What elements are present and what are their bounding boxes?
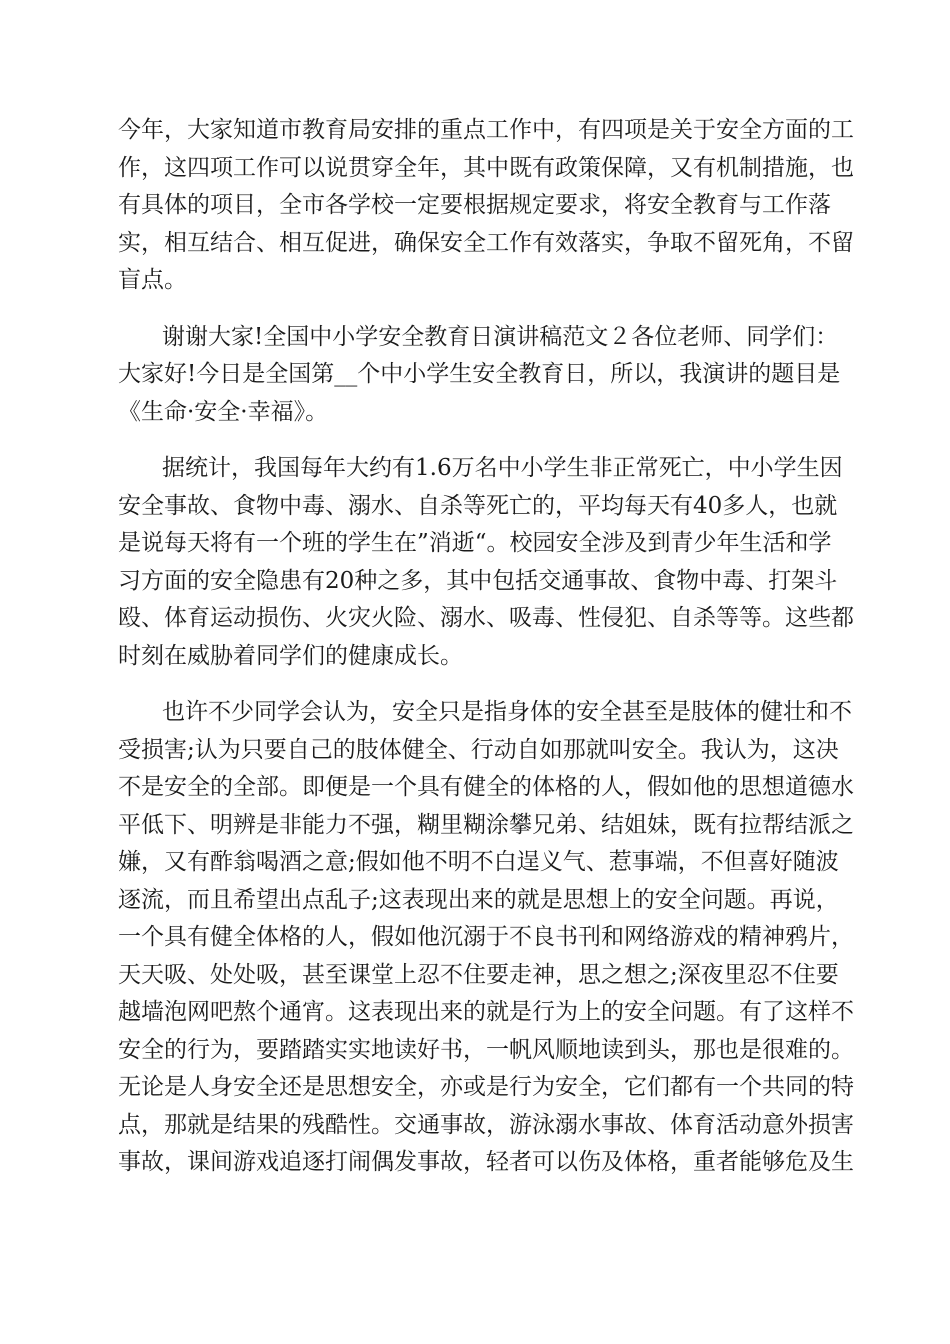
- text-line: 盲点。: [118, 267, 187, 293]
- text-line: 《生命·安全·幸福》。: [118, 398, 329, 425]
- text-line: 谢谢大家!全国中小学安全教育日演讲稿范文２各位老师、同学们：: [162, 323, 839, 350]
- text-line: 有具体的项目，全市各学校一定要根据规定要求，将安全教育与工作落: [118, 192, 831, 218]
- text-line: 据统计，我国每年大约有1.6万名中小学生非正常死亡，中小学生因: [162, 455, 843, 481]
- paragraph-2: [118, 319, 841, 432]
- text-line: 逐流，而且希望出点乱子;这表现出来的就是思想上的安全问题。再说，: [118, 886, 839, 913]
- paragraph-1: [118, 112, 854, 300]
- text-line: 事故，课间游戏追逐打闹偶发事故，轻者可以伤及体格，重者能够危及生: [118, 1149, 854, 1175]
- text-line: 安全事故、食物中毒、溺水、自杀等死亡的，平均每天有40多人，也就: [118, 492, 838, 519]
- text-line: 今年，大家知道市教育局安排的重点工作中，有四项是关于安全方面的工: [118, 117, 854, 143]
- text-line: 平低下、明辨是非能力不强，糊里糊涂攀兄弟、结姐妹，既有拉帮结派之: [118, 811, 854, 838]
- text-line: 不是安全的全部。即便是一个具有健全的体格的人，假如他的思想道德水: [118, 774, 854, 800]
- text-line: 越墙泡网吧熬个通宵。这表现出来的就是行为上的安全问题。有了这样不: [118, 999, 854, 1025]
- text-line: 也许不少同学会认为，安全只是指身体的安全甚至是肢体的健壮和不: [162, 699, 852, 725]
- paragraph-4: [118, 694, 854, 1182]
- text-line: 安全的行为，要踏踏实实地读好书，一帆风顺地读到头，那也是很难的。: [118, 1036, 854, 1063]
- text-line: 天天吸、处处吸，甚至课堂上忍不住要走神，思之想之;深夜里忍不住要: [118, 961, 839, 988]
- paragraph-3: [118, 450, 854, 675]
- document-body: [118, 112, 854, 1201]
- text-line: 大家好!今日是全国第__个中小学生安全教育日，所以，我演讲的题目是: [118, 361, 841, 387]
- text-line: 一个具有健全体格的人，假如他沉溺于不良书刊和网络游戏的精神鸦片，: [118, 924, 854, 950]
- text-line: 无论是人身安全还是思想安全，亦或是行为安全，它们都有一个共同的特: [118, 1074, 854, 1100]
- text-line: 作，这四项工作可以说贯穿全年，其中既有政策保障，又有机制措施，也: [118, 154, 854, 181]
- text-line: 实，相互结合、相互促进，确保安全工作有效落实，争取不留死角，不留: [118, 229, 854, 256]
- text-line: 嫌，又有酢翁喝酒之意;假如他不明不白逞义气、惹事端，不但喜好随波: [118, 849, 839, 875]
- text-line: 点，那就是结果的残酷性。交通事故，游泳溺水事故、体育活动意外损害: [118, 1111, 854, 1138]
- text-line: 习方面的安全隐患有20种之多，其中包括交通事故、食物中毒、打架斗: [118, 567, 838, 594]
- text-line: 受损害;认为只要自己的肢体健全、行动自如那就叫安全。我认为，这决: [118, 736, 839, 763]
- text-line: 时刻在威胁着同学们的健康成长。: [118, 642, 463, 669]
- text-line: 是说每天将有一个班的学生在”消逝“。校园安全涉及到青少年生活和学: [118, 530, 832, 556]
- text-line: 殴、体育运动损伤、火灾火险、溺水、吸毒、性侵犯、自杀等等。这些都: [118, 605, 854, 631]
